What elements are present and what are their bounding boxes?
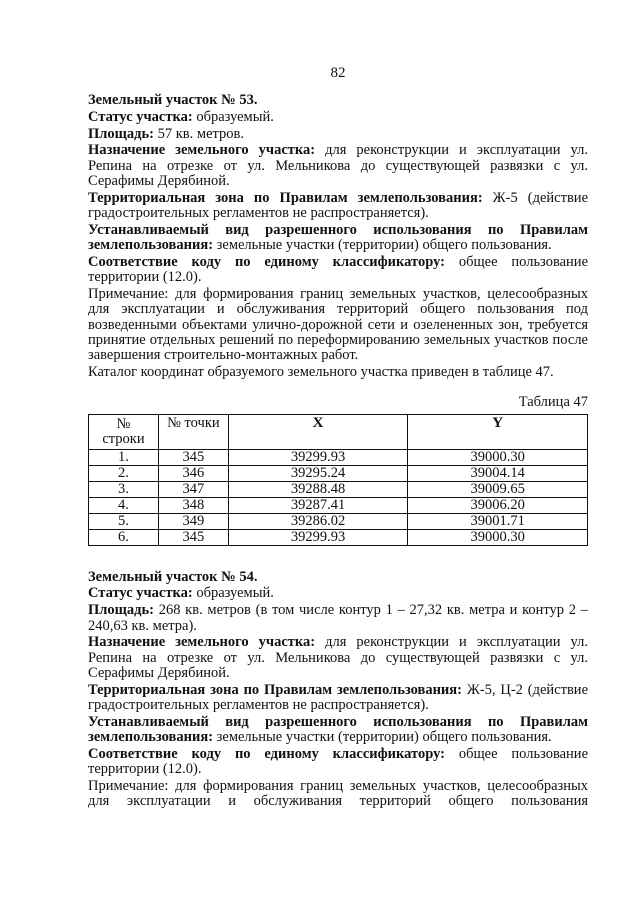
status-label: Статус участка: <box>88 585 193 602</box>
document-body <box>88 93 588 811</box>
use-value: земельные участки (территории) общего пользования. <box>213 237 552 254</box>
coordinates-table <box>88 414 588 546</box>
page-number: 82 <box>330 65 346 81</box>
zone-value: Ж-5, Ц-2 (действие градостроительных регламентов не распространяется). <box>88 681 589 714</box>
table-row <box>89 481 588 497</box>
cell-x: 39299.93 <box>228 449 408 465</box>
cell-row-number: 4. <box>89 497 159 513</box>
purpose-value: для реконструкции и эксплуатации ул. Репина на отрезке от ул. Мельникова до существующей развязки с ул. Серафимы Дерябиной. <box>88 142 588 189</box>
cell-row-number: 3. <box>89 481 159 497</box>
purpose-value: для реконструкции и эксплуатации ул. Репина на отрезке от ул. Мельникова до существующей развязки с ул. Серафимы Дерябиной. <box>88 634 588 681</box>
use-label: Устанавливаемый вид разрешенного использования по Правилам землепользования: <box>88 713 588 746</box>
table-caption: Таблица 47 <box>518 394 588 411</box>
cell-row-number: 2. <box>89 465 159 481</box>
area-label: Площадь: <box>88 602 154 619</box>
area-value: 57 кв. метров. <box>154 125 244 142</box>
header-point-number: № точки <box>158 414 228 449</box>
cell-point-number: 347 <box>158 481 228 497</box>
status-value: образуемый. <box>192 585 274 602</box>
plot-53-section <box>88 93 588 380</box>
catalog-reference: Каталог координат образуемого земельного участка приведен в таблице 47. <box>88 364 554 381</box>
cell-row-number: 5. <box>89 513 159 529</box>
area-label: Площадь: <box>88 125 154 142</box>
cell-x: 39295.24 <box>228 465 408 481</box>
cell-x: 39299.93 <box>228 529 408 545</box>
cell-x: 39288.48 <box>228 481 408 497</box>
header-row-number: № строки <box>89 414 159 449</box>
cell-point-number: 345 <box>158 449 228 465</box>
cell-point-number: 346 <box>158 465 228 481</box>
cell-x: 39287.41 <box>228 497 408 513</box>
table-row <box>89 513 588 529</box>
cell-point-number: 349 <box>158 513 228 529</box>
cell-x: 39286.02 <box>228 513 408 529</box>
table-body <box>89 449 588 545</box>
cell-y: 39000.30 <box>408 449 588 465</box>
table-row <box>89 529 588 545</box>
code-label: Соответствие коду по единому классификатору: <box>88 745 445 762</box>
table-row <box>89 465 588 481</box>
cell-y: 39009.65 <box>408 481 588 497</box>
note-paragraph: Примечание: для формирования границ земельных участков, целесообразных для эксплуатации и обслуживания территорий общего пользования <box>88 778 588 810</box>
status-label: Статус участка: <box>88 108 193 125</box>
cell-y: 39000.30 <box>408 529 588 545</box>
zone-label: Территориальная зона по Правилам землепользования: <box>88 681 462 698</box>
plot-54-section <box>88 570 588 810</box>
use-value: земельные участки (территории) общего пользования. <box>213 729 552 746</box>
purpose-label: Назначение земельного участка: <box>88 634 316 651</box>
cell-y: 39006.20 <box>408 497 588 513</box>
code-value: общее пользование территории (12.0). <box>88 253 588 286</box>
area-value: 268 кв. метров (в том числе контур 1 – 27,32 кв. метра и контур 2 – 240,63 кв. метра). <box>88 602 588 634</box>
purpose-label: Назначение земельного участка: <box>88 142 316 159</box>
code-value: общее пользование территории (12.0). <box>88 745 588 778</box>
code-label: Соответствие коду по единому классификатору: <box>88 253 445 270</box>
note-paragraph: Примечание: для формирования границ земельных участков, целесообразных для эксплуатации и обслуживания территорий общего пользования под возведенными объектами улично-дорожной сети и озелененных зон, требуется принятие отдельных решений по переформированию земельных участков после завершения строительно-монтажных работ. <box>88 286 588 364</box>
plot-53-title: Земельный участок № 53. <box>88 92 258 108</box>
cell-y: 39001.71 <box>408 513 588 529</box>
plot-54-title: Земельный участок № 54. <box>88 568 258 585</box>
header-x: X <box>228 414 408 449</box>
cell-row-number: 1. <box>89 449 159 465</box>
cell-point-number: 345 <box>158 529 228 545</box>
status-value: образуемый. <box>192 108 274 125</box>
cell-y: 39004.14 <box>408 465 588 481</box>
header-y: Y <box>408 414 588 449</box>
zone-label: Территориальная зона по Правилам землепользования: <box>88 189 483 206</box>
table-header-row <box>89 414 588 449</box>
use-label: Устанавливаемый вид разрешенного использования по Правилам землепользования: <box>88 221 588 254</box>
table-row <box>89 449 588 465</box>
zone-value: Ж-5 (действие градостроительных регламентов не распространяется). <box>88 189 589 222</box>
table-row <box>89 497 588 513</box>
cell-point-number: 348 <box>158 497 228 513</box>
cell-row-number: 6. <box>89 529 159 545</box>
